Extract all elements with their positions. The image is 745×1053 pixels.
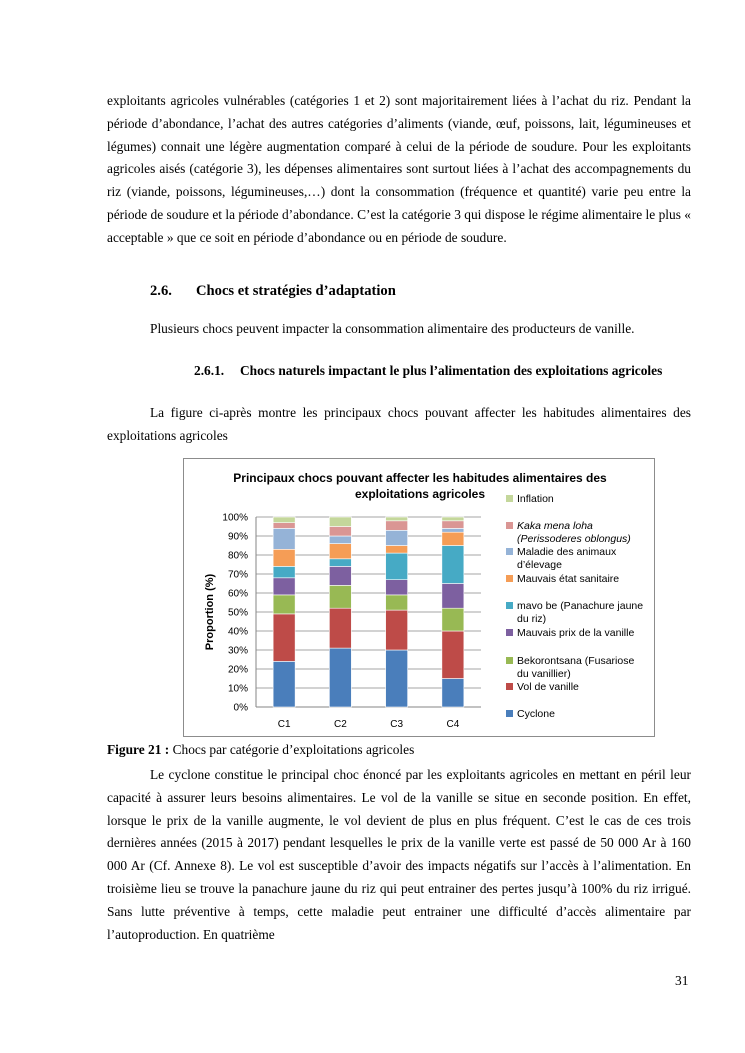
paragraph-intro: exploitants agricoles vulnérables (catégories 1 et 2) sont majoritairement liées à l’achat du riz. Pendant la période d’abondance, l’achat des autres catégories d’aliments (viande, œuf, poissons, lait, légumineuses et légumes) connait une légère augmentation comparé à celui de la période de soudure. Pour les exploitants agricoles aisés (catégorie 3), les dépenses alimentaires sont surtout liées à l’achat des accompagnements du riz (viande, poissons, légumineuses,…) dont la consommation (fréquence et quantité) varie peu entre la période de soudure et la période d’abondance. C’est la catégorie 3 qui dispose le régime alimentaire le plus « acceptable » que ce soit en période d’abondance ou en période de soudure. — [107, 93, 691, 245]
bar-segment — [442, 608, 464, 631]
legend-label-continued: (Perissoderes oblongus) — [517, 533, 631, 545]
subsection-heading — [194, 361, 691, 381]
bar-segment — [442, 521, 464, 529]
bar-segment — [386, 521, 408, 531]
section-title: Chocs et stratégies d’adaptation — [196, 283, 396, 299]
y-tick-label: 50% — [227, 607, 248, 619]
legend-swatch — [506, 495, 513, 502]
legend-label: Kaka mena loha — [517, 520, 593, 532]
legend-swatch — [506, 548, 513, 555]
y-tick-label: 10% — [227, 683, 248, 695]
bar-segment — [386, 595, 408, 610]
section-heading — [150, 283, 396, 300]
bar-segment — [442, 528, 464, 532]
bar-segment — [442, 584, 464, 609]
paragraph-figure-intro: La figure ci-après montre les principaux chocs pouvant affecter les habitudes alimentaires des exploitations agricoles — [107, 405, 691, 443]
y-tick-label: 100% — [222, 512, 248, 524]
bar-segment — [386, 650, 408, 707]
bar-segment — [273, 595, 295, 614]
legend-label: Inflation — [517, 493, 554, 505]
bar-segment — [386, 610, 408, 650]
subsection-title: Chocs naturels impactant le plus l’alimentation des exploitations agricoles — [240, 363, 663, 378]
bar-segment — [442, 631, 464, 679]
bar-segment — [329, 527, 351, 537]
plot-area — [222, 513, 481, 731]
bar-segment — [329, 608, 351, 648]
bar-segment — [273, 549, 295, 566]
chart-canvas — [184, 459, 656, 738]
y-tick-label: 20% — [227, 664, 248, 676]
bar-segment — [386, 580, 408, 595]
y-tick-label: 30% — [227, 645, 248, 657]
chart-title-line2: exploitations agricoles — [354, 487, 486, 501]
subsection-number: 2.6.1. — [194, 363, 225, 378]
legend-label-continued: du riz) — [517, 613, 547, 625]
chart-title-line1: Principaux chocs pouvant affecter les habitudes alimentaires des — [233, 471, 607, 485]
y-tick-label: 70% — [227, 569, 248, 581]
y-tick-label: 80% — [227, 550, 248, 562]
legend-label: Cyclone — [517, 708, 555, 720]
figure-caption-text: Chocs par catégorie d’exploitations agricoles — [169, 742, 415, 757]
bar-segment — [442, 546, 464, 584]
paragraph-chocs: Plusieurs chocs peuvent impacter la consommation alimentaire des producteurs de vanille. — [150, 321, 635, 336]
bar-segment — [329, 517, 351, 527]
bar-segment — [386, 553, 408, 580]
x-tick-label: C4 — [446, 719, 460, 730]
bar-segment — [442, 532, 464, 545]
legend-label: Bekorontsana (Fusariose — [517, 655, 635, 667]
page-number: 31 — [675, 973, 689, 988]
legend-swatch — [506, 710, 513, 717]
section-number: 2.6. — [150, 283, 172, 299]
bar-segment — [329, 544, 351, 559]
bar-segment — [386, 546, 408, 554]
y-tick-label: 90% — [227, 531, 248, 543]
bar-segment — [273, 523, 295, 529]
x-tick-label: C3 — [390, 719, 404, 730]
legend-swatch — [506, 657, 513, 664]
stacked-bar-chart — [183, 458, 655, 737]
bar-segment — [329, 536, 351, 544]
y-tick-label: 40% — [227, 626, 248, 638]
x-tick-label: C1 — [277, 719, 291, 730]
bar-segment — [329, 559, 351, 567]
y-axis-label: Proportion (%) — [204, 573, 216, 651]
figure-caption — [107, 742, 414, 758]
paragraph-analysis: Le cyclone constitue le principal choc énoncé par les exploitants agricoles en mettant en péril leur capacité à assurer leurs besoins alimentaires. Le vol de la vanille se situe en seconde position. En effet, lorsque le prix de la vanille augmente, le vol devient de plus en plus fréquent. C’est le cas de ces trois dernières années (2015 à 2017) pendant lesquelles le prix de la vanille verte est passé de 50 000 Ar à 160 000 Ar (Cf. Annexe 8). Le vol est susceptible d’avoir des impacts négatifs sur l’accès à l’alimentation. En troisième lieu se trouve la panachure jaune du riz qui peut entrainer des pertes jusqu’à 100% du riz irrigué. Sans lutte préventive à temps, cette maladie peut entrainer une difficulté d’accès alimentaire par l’autoproduction. En quatrième — [107, 767, 691, 942]
figure-label: Figure 21 : — [107, 742, 170, 757]
legend-swatch — [506, 629, 513, 636]
bar-segment — [273, 614, 295, 662]
legend-label-continued: d’élevage — [517, 559, 562, 571]
bar-segment — [273, 528, 295, 549]
bar-segment — [442, 517, 464, 521]
bar-segment — [386, 530, 408, 545]
legend-swatch — [506, 683, 513, 690]
bar-segment — [273, 578, 295, 595]
legend-label: Vol de vanille — [517, 681, 579, 693]
y-tick-label: 60% — [227, 588, 248, 600]
bar-segment — [329, 566, 351, 585]
bar-segment — [329, 585, 351, 608]
bar-segment — [273, 566, 295, 577]
bar-segment — [386, 517, 408, 521]
y-tick-label: 0% — [233, 702, 248, 714]
chart-legend — [506, 493, 643, 720]
bar-segment — [273, 517, 295, 523]
legend-label: Mauvais prix de la vanille — [517, 627, 635, 639]
legend-label-continued: du vanillier) — [517, 668, 571, 680]
legend-swatch — [506, 602, 513, 609]
legend-swatch — [506, 522, 513, 529]
bar-segment — [442, 679, 464, 708]
legend-label: Mauvais état sanitaire — [517, 573, 620, 585]
legend-swatch — [506, 575, 513, 582]
bar-segment — [329, 648, 351, 707]
x-tick-label: C2 — [333, 719, 347, 730]
legend-label: Maladie des animaux — [517, 546, 617, 558]
bar-segment — [273, 661, 295, 707]
legend-label: mavo be (Panachure jaune — [517, 600, 644, 612]
